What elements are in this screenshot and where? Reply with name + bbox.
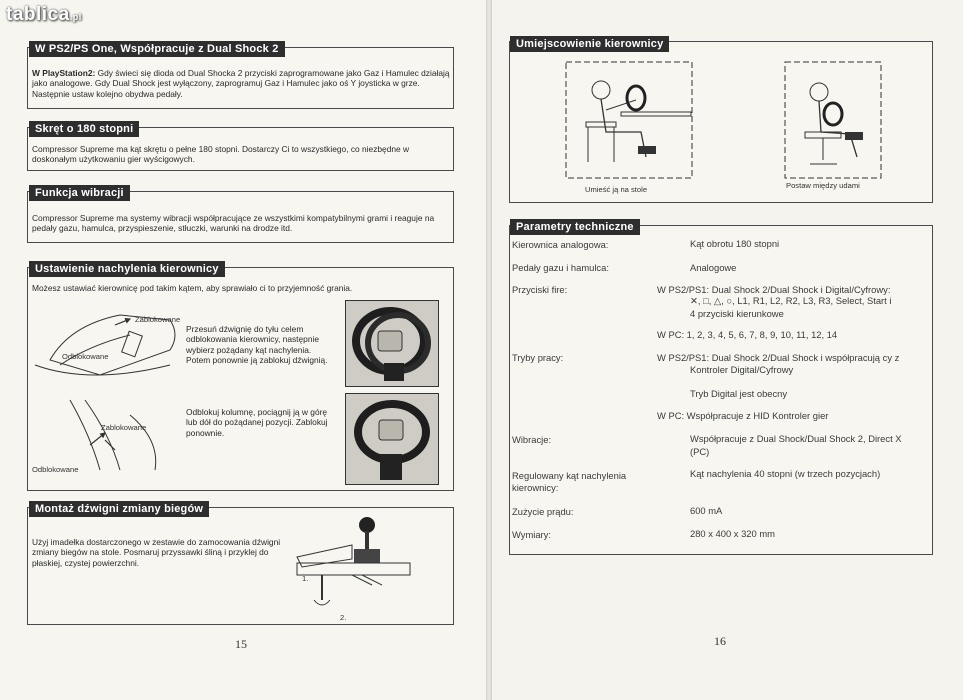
section-gearshift-header: Montaż dźwigni zmiany biegów bbox=[29, 501, 209, 517]
gearshift-step-1: 1. bbox=[302, 574, 309, 583]
placement-caption-lap: Postaw między udami bbox=[786, 181, 860, 190]
spec-value-power: 600 mA bbox=[690, 505, 723, 516]
spec-value-modes-digital-present: Tryb Digital jest obecny bbox=[690, 388, 788, 399]
spec-value-modes: W PS2/PS1: Dual Shock 2/Dual Shock i współpracują cy z bbox=[657, 352, 900, 363]
label-unlocked-2: Odblokowane bbox=[32, 465, 79, 474]
placement-header: Umiejscowienie kierownicy bbox=[510, 36, 669, 52]
page-number-right: 16 bbox=[714, 634, 726, 648]
section-tilt-header: Ustawienie nachylenia kierownicy bbox=[29, 261, 225, 277]
spec-value-dimensions: 280 x 400 x 320 mm bbox=[690, 528, 775, 539]
spec-label-dimensions: Wymiary: bbox=[512, 529, 551, 540]
spec-label-modes: Tryby pracy: bbox=[512, 352, 564, 363]
spec-label-vibration: Wibracje: bbox=[512, 434, 552, 445]
placement-table-illustration bbox=[566, 62, 692, 182]
spec-value-buttons: W PS2/PS1: Dual Shock 2/Dual Shock i Digital/Cyfrowy: bbox=[657, 284, 891, 295]
tilt-text-2: Odblokuj kolumnę, pociągnij ją w górę lub dół do pożądanej pozycji. Zablokuj ponownie. bbox=[186, 407, 328, 438]
section-rotation-header: Skręt o 180 stopni bbox=[29, 121, 139, 137]
tilt-text-1: Przesuń dźwignię do tyłu celem odblokowania kierownicy, następnie wybierz pożądany kąt nachylenia. Potem ponownie ją zablokuj dźwignią. bbox=[186, 324, 328, 366]
spec-value-modes-digital: Kontroler Digital/Cyfrowy bbox=[690, 364, 794, 375]
label-unlocked-1: Odblokowane bbox=[62, 352, 109, 361]
spec-label-tilt: Regulowany kąt nachylenia kierownicy: bbox=[512, 470, 627, 493]
spec-value-buttons-pc: W PC: 1, 2, 3, 4, 5, 6, 7, 8, 9, 10, 11, 12, 14 bbox=[657, 329, 838, 340]
spec-value-wheel: Kąt obrotu 180 stopni bbox=[690, 238, 780, 249]
label-locked-1: Zablokowane bbox=[135, 315, 181, 324]
section-gearshift-text: Użyj imadełka dostarczonego w zestawie do zamocowania dźwigni zmiany biegów na stole. Posmaruj przyssawki śliną i przyklej do płaskiej, czystej powierzchni. bbox=[32, 537, 281, 568]
section-vibration-text: Compressor Supreme ma systemy wibracji współpracujące ze wszystkimi kompatybilnymi grami i reaguje na pedały gazu, hamulca, przyspieszenie, stłuczki, warunki na drodze itd. bbox=[32, 213, 435, 234]
gearshift-step-2: 2. bbox=[340, 613, 347, 622]
specs-header: Parametry techniczne bbox=[510, 219, 640, 235]
wheel-photo-2 bbox=[345, 393, 439, 485]
spec-value-modes-pc: W PC: Współpracuje z HID Kontroler gier bbox=[657, 410, 829, 421]
spec-value-tilt: Kąt nachylenia 40 stopni (w trzech pozycjach) bbox=[690, 468, 881, 479]
spec-label-power: Zużycie prądu: bbox=[512, 506, 574, 517]
placement-caption-table: Umieść ją na stole bbox=[585, 185, 648, 194]
tilt-lever-diagram-2 bbox=[30, 395, 180, 475]
gearshift-clamp-diagram bbox=[292, 515, 412, 620]
page-spine bbox=[486, 0, 492, 700]
placement-lap-illustration bbox=[785, 62, 881, 180]
spec-value-buttons-list: ✕, □, △, ○, L1, R1, L2, R2, L3, R3, Select, Start i bbox=[690, 295, 892, 306]
section-ps2-text: W PlayStation2: Gdy świeci się dioda od Dual Shocka 2 przyciski zaprogramowane jako Gaz i Hamulec działają jako analogowe. Gdy Dual Shock jest wyłączony, zaprogramuj Gaz i Hamulec jako oś Y joysticka w grze. Następnie ustaw kolejno obydwa pedały. bbox=[32, 68, 450, 99]
section-vibration-header: Funkcja wibracji bbox=[29, 185, 130, 201]
spec-label-pedals: Pedały gazu i hamulca: bbox=[512, 262, 609, 273]
spec-value-buttons-dpad: 4 przyciski kierunkowe bbox=[690, 308, 784, 319]
section-tilt-intro: Możesz ustawiać kierownicę pod takim kątem, aby sprawiało ci to przyjemność grania. bbox=[32, 283, 353, 293]
section-ps2-header: W PS2/PS One, Współpracuje z Dual Shock 2 bbox=[29, 41, 285, 57]
spec-label-buttons: Przyciski fire: bbox=[512, 284, 568, 295]
spec-value-vibration: Współpracuje z Dual Shock/Dual Shock 2, Direct X bbox=[690, 433, 902, 444]
watermark-logo: tablica.pl bbox=[6, 4, 82, 25]
spec-label-wheel: Kierownica analogowa: bbox=[512, 239, 609, 250]
spec-value-vibration-pc: (PC) bbox=[690, 446, 710, 457]
label-locked-2: Zablokowane bbox=[101, 423, 147, 432]
spec-value-pedals: Analogowe bbox=[690, 262, 737, 273]
section-rotation-text: Compressor Supreme ma kąt skrętu o pełne 180 stopni. Dostarczy Ci to wszystkiego, co niezbędne w doskonałym użytkowaniu gier wyścigowych. bbox=[32, 144, 410, 165]
wheel-photo-1 bbox=[345, 300, 439, 387]
page-number-left: 15 bbox=[235, 637, 247, 651]
